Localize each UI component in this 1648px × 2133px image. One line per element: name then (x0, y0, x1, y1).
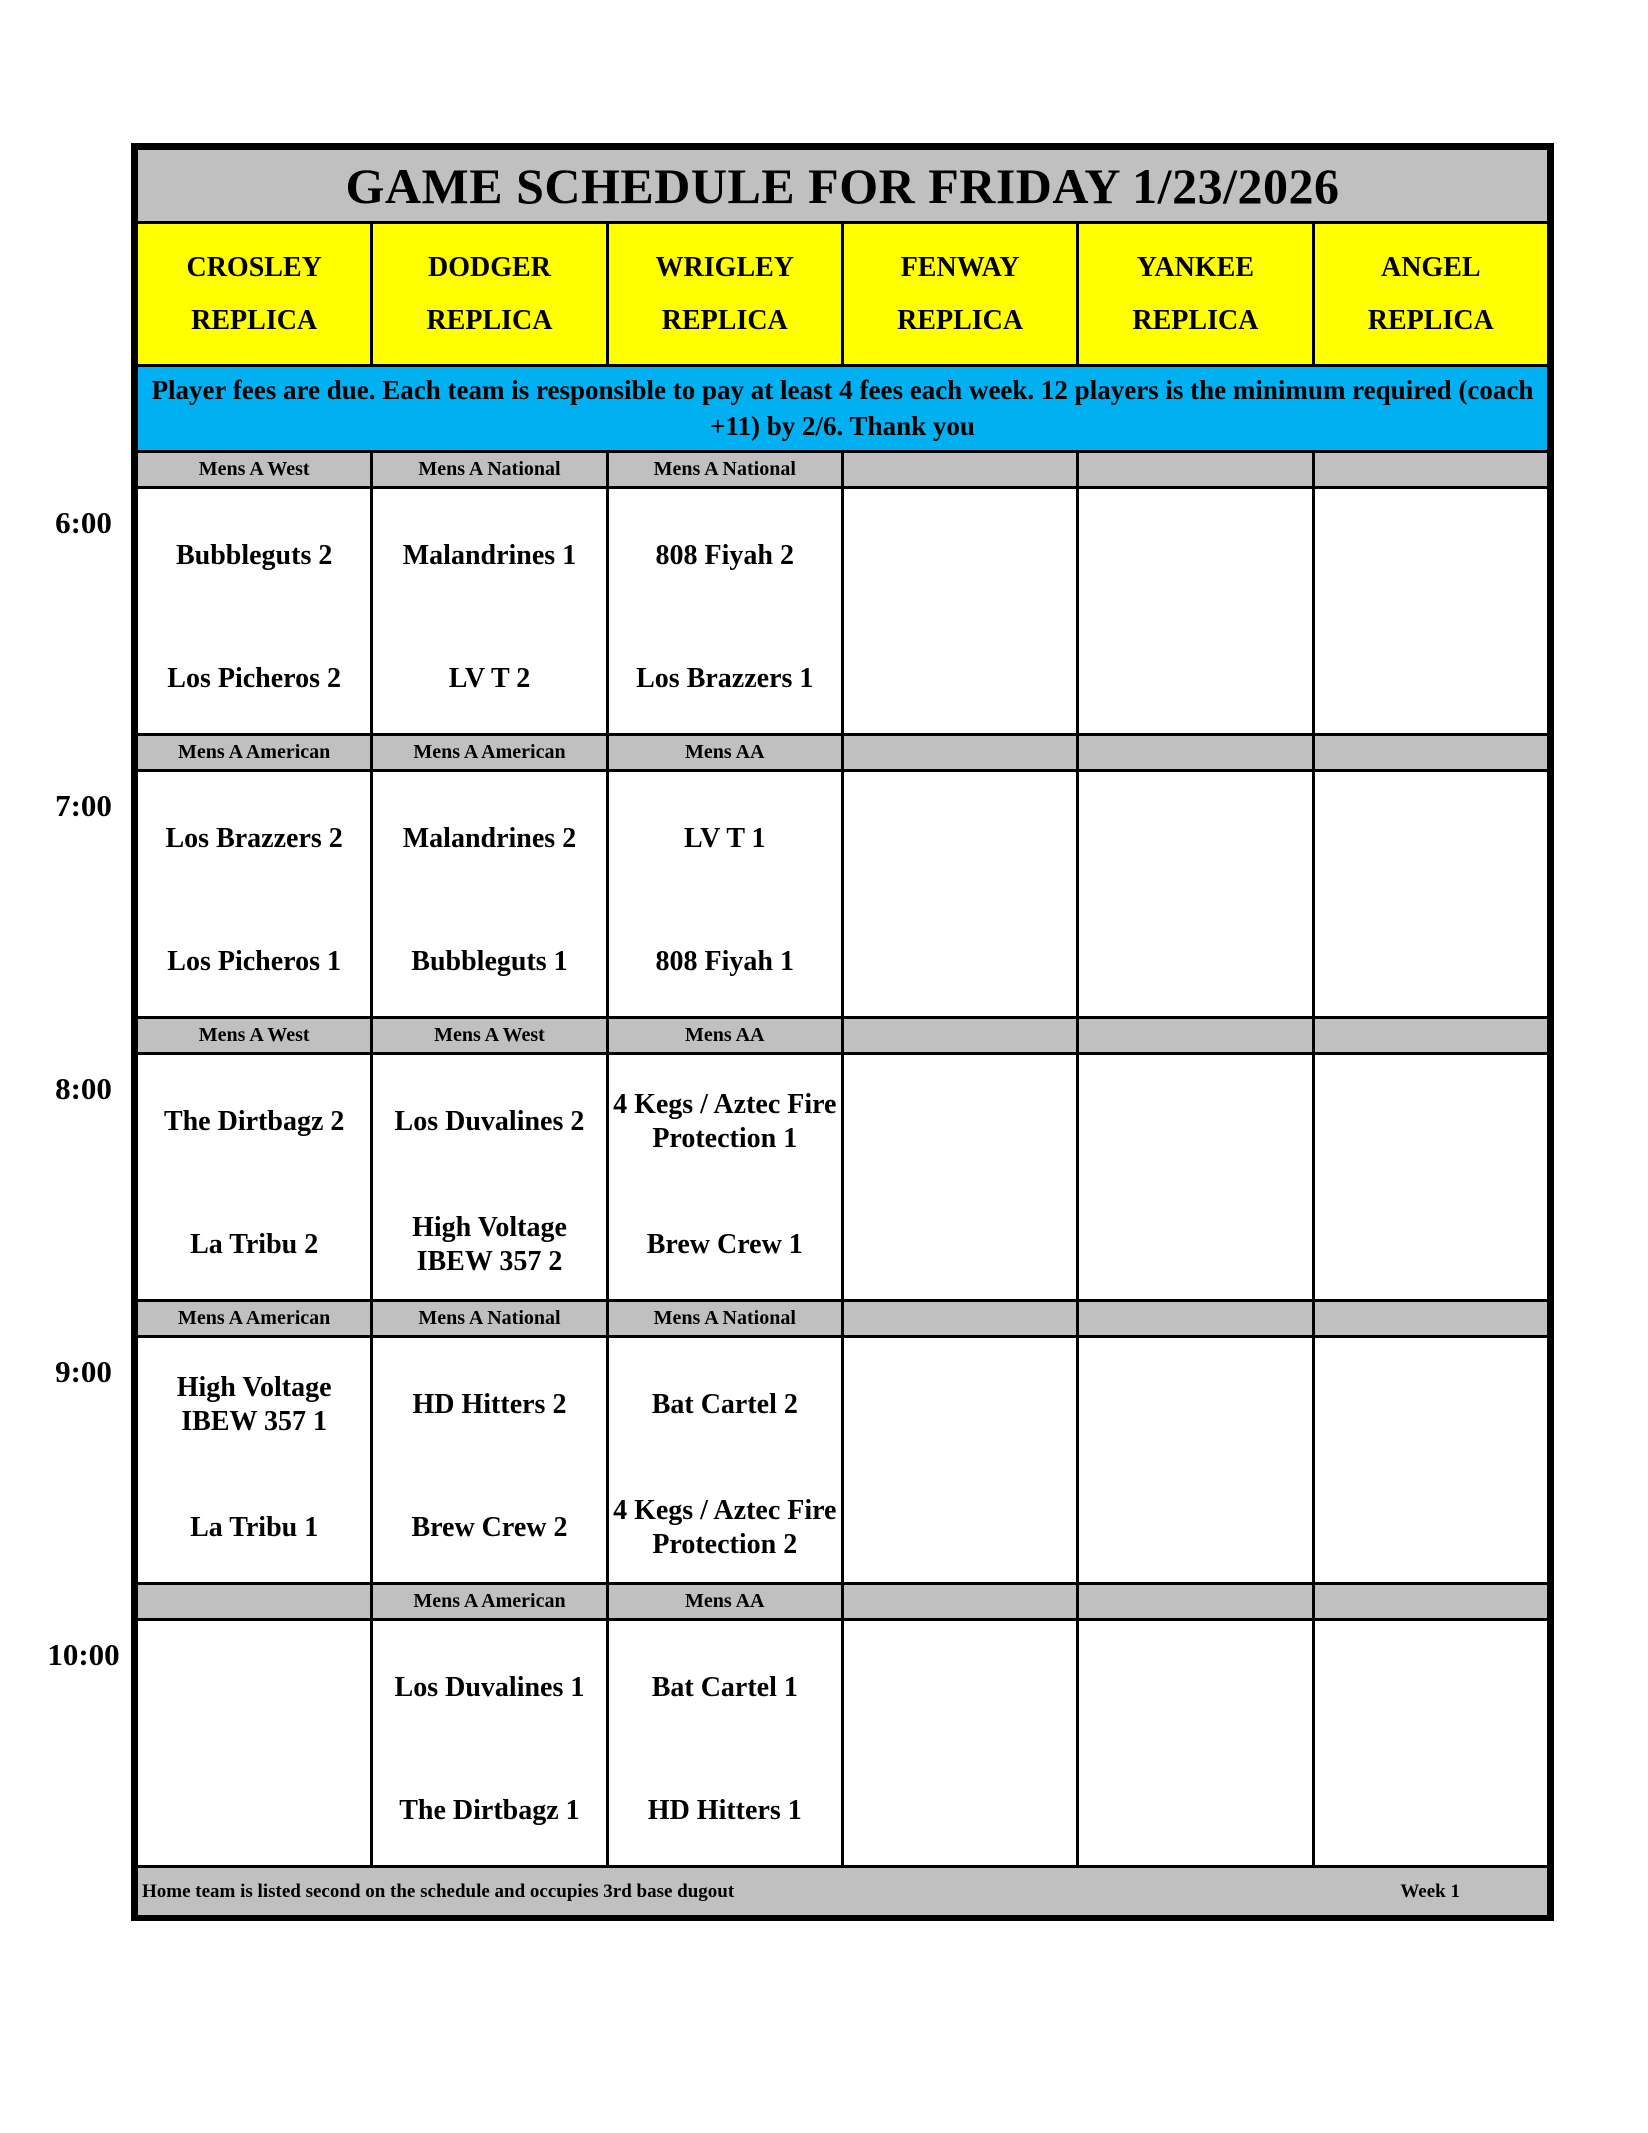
home-team: LV T 2 (448, 662, 531, 694)
game-row (137, 1337, 1549, 1584)
field-name: CROSLEY (186, 251, 322, 283)
home-team (844, 1197, 1076, 1293)
field-name: DODGER (428, 251, 551, 283)
away-team (1079, 1074, 1311, 1170)
home-team: 808 Fiyah 1 (655, 945, 795, 977)
field-header-3 (842, 223, 1077, 366)
away-team: Bat Cartel 1 (651, 1671, 798, 1703)
time-label: 6:00 (55, 505, 112, 540)
division-label: Mens A National (607, 1301, 842, 1337)
division-label (1313, 1018, 1548, 1054)
home-team (844, 914, 1076, 1010)
game-cell (607, 771, 842, 1018)
division-label (137, 1584, 372, 1620)
schedule-table (135, 147, 1550, 1918)
division-label: Mens A West (372, 1018, 607, 1054)
home-team (1079, 1197, 1311, 1293)
footer (137, 1867, 1549, 1917)
home-team (1315, 1197, 1547, 1293)
field-header-0 (137, 223, 372, 366)
field-name: YANKEE (1136, 251, 1255, 283)
division-label: Mens A American (372, 735, 607, 771)
division-label: Mens A West (137, 452, 372, 488)
game-cell (1313, 1337, 1548, 1584)
home-team (1315, 631, 1547, 727)
home-team: High Voltage IBEW 357 2 (412, 1211, 567, 1277)
home-team (1079, 1763, 1311, 1859)
away-team: Los Brazzers 2 (165, 822, 343, 854)
field-type: REPLICA (191, 305, 318, 336)
schedule-sheet (131, 143, 1554, 1921)
time-label: 10:00 (47, 1637, 120, 1672)
game-cell (372, 1337, 607, 1584)
game-cell (607, 488, 842, 735)
game-cell (607, 1620, 842, 1867)
division-label (842, 735, 1077, 771)
schedule-title: GAME SCHEDULE FOR FRIDAY 1/23/2026 (137, 149, 1549, 223)
division-label (1313, 1584, 1548, 1620)
footer-note: Home team is listed second on the schedule and occupies 3rd base dugout (142, 1880, 735, 1902)
time-label: 9:00 (55, 1354, 112, 1389)
away-team: Bubbleguts 2 (175, 539, 333, 571)
game-cell (1313, 488, 1548, 735)
division-label (1313, 1301, 1548, 1337)
division-label (842, 1018, 1077, 1054)
division-label: Mens A West (137, 1018, 372, 1054)
game-cell (372, 771, 607, 1018)
home-team (1079, 1480, 1311, 1576)
division-label: Mens AA (607, 1584, 842, 1620)
fee-notice: Player fees are due. Each team is responsible to pay at least 4 fees each week. 12 players is the minimum required (coach +11) by 2/6. Thank you (137, 366, 1549, 452)
away-team (1079, 1640, 1311, 1736)
game-cell (137, 1337, 372, 1584)
game-cell (137, 771, 372, 1018)
away-team (1315, 1074, 1547, 1170)
game-cell (137, 1054, 372, 1301)
game-cell (842, 771, 1077, 1018)
home-team: HD Hitters 1 (647, 1794, 802, 1826)
field-header-4 (1078, 223, 1313, 366)
division-label: Mens AA (607, 735, 842, 771)
away-team: Malandrines 2 (402, 822, 577, 854)
field-name: FENWAY (900, 251, 1020, 283)
home-team (1079, 631, 1311, 727)
game-cell (1078, 488, 1313, 735)
away-team (844, 791, 1076, 887)
field-type: REPLICA (661, 305, 788, 336)
game-cell (1078, 1054, 1313, 1301)
division-label: Mens AA (607, 1018, 842, 1054)
away-team: Los Duvalines 2 (394, 1105, 585, 1137)
division-label (842, 1584, 1077, 1620)
field-name: WRIGLEY (655, 251, 795, 283)
away-team (1315, 791, 1547, 887)
division-label (1078, 1018, 1313, 1054)
game-cell (137, 488, 372, 735)
away-team (1079, 508, 1311, 604)
division-label (1078, 452, 1313, 488)
field-type: REPLICA (426, 305, 553, 336)
away-team: 808 Fiyah 2 (655, 539, 795, 571)
game-cell (1313, 1620, 1548, 1867)
away-team: The Dirtbagz 2 (163, 1105, 345, 1137)
game-cell (607, 1337, 842, 1584)
home-team: Brew Crew 1 (646, 1228, 803, 1260)
away-team: LV T 1 (684, 822, 766, 854)
away-team (844, 1640, 1076, 1736)
game-cell (372, 488, 607, 735)
game-cell (372, 1620, 607, 1867)
time-label: 8:00 (55, 1071, 112, 1106)
away-team: Malandrines 1 (402, 539, 577, 571)
home-team (138, 1763, 370, 1859)
away-team: 4 Kegs / Aztec Fire Protection 1 (613, 1088, 837, 1154)
field-type: REPLICA (1132, 305, 1259, 336)
home-team (1315, 914, 1547, 1010)
game-cell (372, 1054, 607, 1301)
division-label: Mens A National (372, 452, 607, 488)
game-cell (1078, 771, 1313, 1018)
game-row (137, 771, 1549, 1018)
away-team (1079, 1357, 1311, 1453)
home-team: Los Brazzers 1 (636, 662, 814, 694)
division-label: Mens A American (137, 1301, 372, 1337)
division-label (1078, 735, 1313, 771)
game-cell (1313, 771, 1548, 1018)
away-team (844, 1074, 1076, 1170)
home-team (1079, 914, 1311, 1010)
home-team: Bubbleguts 1 (411, 945, 568, 977)
home-team (1315, 1480, 1547, 1576)
field-header-5 (1313, 223, 1548, 366)
game-cell (842, 488, 1077, 735)
game-row (137, 488, 1549, 735)
home-team: Los Picheros 1 (167, 945, 341, 977)
field-type: REPLICA (897, 305, 1024, 336)
week-label: Week 1 (1400, 1880, 1460, 1902)
time-label: 7:00 (55, 788, 112, 823)
home-team: The Dirtbagz 1 (399, 1794, 580, 1826)
game-cell (842, 1620, 1077, 1867)
away-team (844, 1357, 1076, 1453)
game-row (137, 1620, 1549, 1867)
field-type: REPLICA (1367, 305, 1494, 336)
division-label (842, 1301, 1077, 1337)
away-team (1315, 1640, 1547, 1736)
game-cell (1078, 1337, 1313, 1584)
home-team (1315, 1763, 1547, 1859)
division-label (1078, 1301, 1313, 1337)
division-label (1313, 735, 1548, 771)
game-row (137, 1054, 1549, 1301)
home-team: Los Picheros 2 (167, 662, 341, 694)
game-cell (842, 1054, 1077, 1301)
home-team: 4 Kegs / Aztec Fire Protection 2 (613, 1494, 837, 1560)
away-team (1315, 508, 1547, 604)
division-label (1078, 1584, 1313, 1620)
away-team (1315, 1357, 1547, 1453)
field-header-2 (607, 223, 842, 366)
home-team: La Tribu 2 (190, 1228, 319, 1260)
away-team (1079, 791, 1311, 887)
away-team (844, 508, 1076, 604)
game-cell (137, 1620, 372, 1867)
away-team: High Voltage IBEW 357 1 (176, 1371, 332, 1437)
game-cell (842, 1337, 1077, 1584)
game-cell (1078, 1620, 1313, 1867)
away-team: HD Hitters 2 (412, 1388, 567, 1420)
division-label: Mens A National (372, 1301, 607, 1337)
home-team: Brew Crew 2 (411, 1511, 568, 1543)
home-team (844, 631, 1076, 727)
away-team: Los Duvalines 1 (394, 1671, 585, 1703)
home-team: La Tribu 1 (190, 1511, 319, 1543)
away-team (138, 1640, 370, 1736)
home-team (844, 1480, 1076, 1576)
field-name: ANGEL (1380, 251, 1481, 283)
away-team: Bat Cartel 2 (651, 1388, 798, 1420)
division-label: Mens A American (372, 1584, 607, 1620)
game-cell (607, 1054, 842, 1301)
home-team (844, 1763, 1076, 1859)
field-header-1 (372, 223, 607, 366)
game-cell (1313, 1054, 1548, 1301)
division-label: Mens A American (137, 735, 372, 771)
division-label: Mens A National (607, 452, 842, 488)
division-label (842, 452, 1077, 488)
division-label (1313, 452, 1548, 488)
